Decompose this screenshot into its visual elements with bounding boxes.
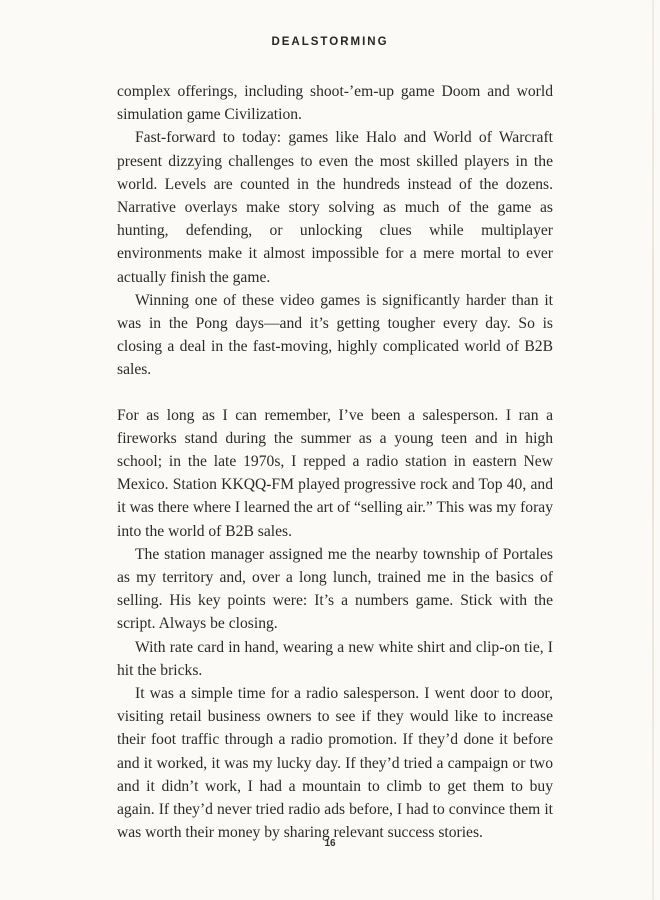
paragraph-3: Winning one of these video games is significantly harder than it was in the Pong days—and it’s getting tougher every day. So is closing a deal in the fast-moving, highly complicated world of B2B sales. [117,291,553,379]
paragraph-7: It was a simple time for a radio salesperson. I went door to door, visiting retail business owners to see if they would like to increase their foot traffic through a radio promotion. If they’d done it before and it worked, it was my lucky day. If they’d tried a campaign or two and it didn’t work, I had a mountain to climb to get them to buy again. If they’d never tried radio ads before, I had to convince them it was worth their money by sharing relevant success stories. [117,685,553,842]
paragraph-4: For as long as I can remember, I’ve been a salesperson. I ran a fireworks stand during the summer as a young teen and in high school; in the late 1970s, I repped a radio station in eastern New Mexico. Station KKQQ-FM played progressive rock and Top 40, and it was there where I learned the art of “selling air.” This was my foray into the world of B2B sales. [117,406,553,540]
paragraph-2: Fast-forward to today: games like Halo and World of Warcraft present dizzying challenges to even the most skilled players in the world. Levels are counted in the hundreds instead of the dozens. Narrative overlays make story solving as much of the game as hunting, defending, or unlocking clues while multiplayer environments make it almost impossible for a mere mortal to ever actually finish the game. [117,129,553,286]
running-head: DEALSTORMING [271,36,389,48]
paragraph-5: The station manager assigned me the nearby township of Portales as my territory and, over a long lunch, trained me in the basics of selling. His key points were: It’s a numbers game. Stick with the script. Always be closing. [117,545,553,633]
paragraph-1: complex offerings, including shoot-’em-up game Doom and world simulation game Civilization. [117,83,553,124]
paragraph-6: With rate card in hand, wearing a new white shirt and clip-on tie, I hit the bricks. [117,638,553,679]
page-edge-shadow [652,0,654,900]
body-text [117,80,553,845]
page-number: 16 [324,838,336,849]
